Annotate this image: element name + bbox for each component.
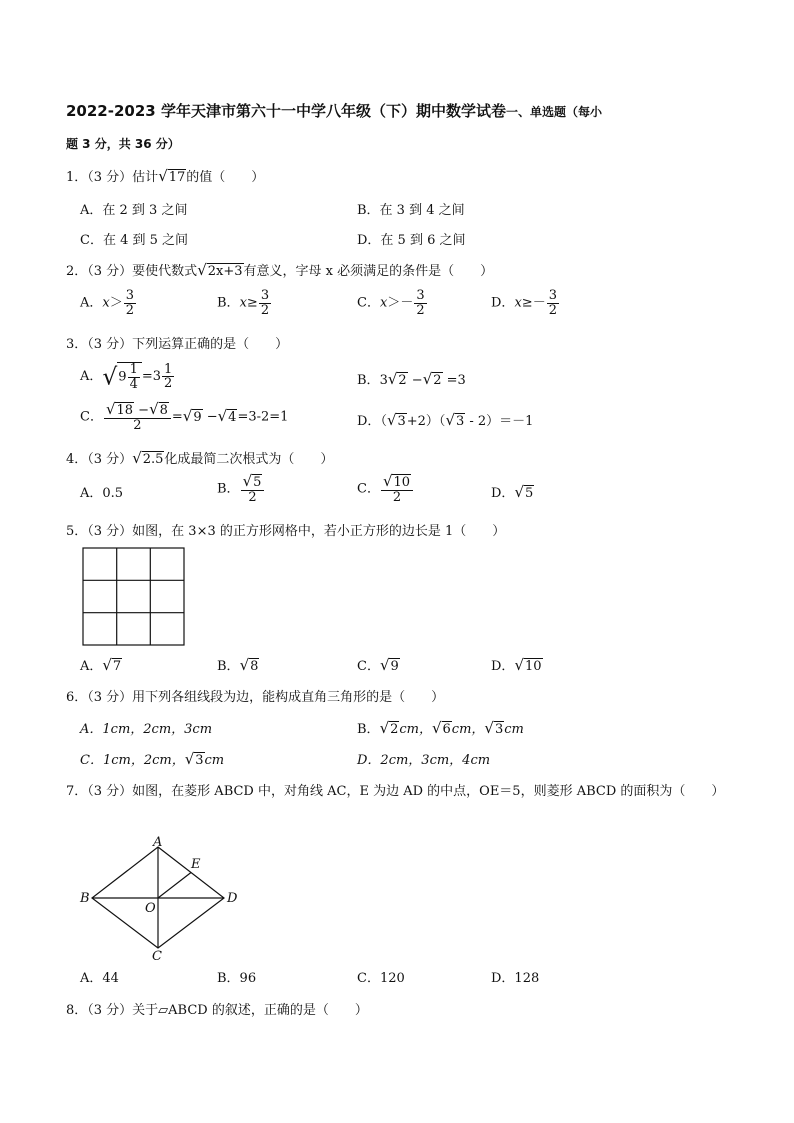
question-1-stem: 1．（3 分）估计√17的值（ ）	[66, 167, 265, 185]
question-4-option-a[interactable]: A．0.5	[80, 486, 124, 501]
grid-figure	[82, 547, 186, 647]
question-7-option-b[interactable]: B．96	[217, 971, 257, 986]
section-heading: 一、单选题（每小	[505, 105, 602, 119]
question-1-option-c[interactable]: C．在 4 到 5 之间	[80, 233, 189, 248]
question-5-option-d[interactable]: D．√10	[491, 656, 542, 674]
question-2-stem: 2．（3 分）要使代数式√2x+3有意义，字母 x 必须满足的条件是（ ）	[66, 261, 494, 279]
rhombus-figure	[78, 834, 243, 964]
question-6-option-b[interactable]: B．√2cm，√6cm，√3cm	[357, 719, 524, 737]
question-4-option-b[interactable]: B． $\frac{√5}{2}$	[217, 474, 265, 504]
question-3-option-a[interactable]: A．√9 $\frac{1}{4}$ =3 $\frac{1}{2}$	[80, 361, 173, 392]
section-heading-cont: 题 3 分，共 36 分）	[66, 137, 180, 151]
question-8-stem: 8．（3 分）关于▱ABCD 的叙述，正确的是（ ）	[66, 1003, 368, 1018]
question-2-option-b[interactable]: B．x≥ $\frac{3}{2}$	[217, 288, 270, 318]
question-6-stem: 6．（3 分）用下列各组线段为边，能构成直角三角形的是（ ）	[66, 690, 445, 705]
radical: √2x+3	[197, 261, 243, 279]
question-3-option-d[interactable]: D．（√3+2）（√3 - 2）＝－1	[357, 411, 534, 429]
vertex-b-label: B	[80, 891, 90, 906]
vertex-c-label: C	[152, 949, 162, 964]
question-4-option-c[interactable]: C． $\frac{√10}{2}$	[357, 474, 414, 504]
question-7-option-d[interactable]: D．128	[491, 971, 540, 986]
question-5-option-b[interactable]: B．√8	[217, 656, 259, 674]
question-4-option-d[interactable]: D．√5	[491, 483, 534, 501]
question-2-option-d[interactable]: D．x≥－ $\frac{3}{2}$	[491, 288, 557, 318]
question-3-option-c[interactable]: C． $\frac{√18 -√8}{2}$ =√9 −√4=3-2=1	[80, 400, 289, 433]
question-5-option-a[interactable]: A．√7	[80, 656, 122, 674]
question-7-stem: 7．（3 分）如图，在菱形 ABCD 中，对角线 AC，E 为边 AD 的中点，OE＝5，则菱形 ABCD 的面积为（ ）	[66, 784, 725, 799]
question-2-option-c[interactable]: C．x＞－ $\frac{3}{2}$	[357, 288, 425, 318]
question-4-stem: 4．（3 分）√2.5化成最简二次根式为（ ）	[66, 449, 334, 467]
question-5-stem: 5．（3 分）如图，在 3×3 的正方形网格中，若小正方形的边长是 1（ ）	[66, 524, 506, 539]
radical: √17	[158, 167, 186, 185]
question-3-option-b[interactable]: B．3√2 −√2 =3	[357, 370, 466, 388]
vertex-a-label: A	[153, 835, 163, 850]
question-1-option-a[interactable]: A．在 2 到 3 之间	[80, 203, 188, 218]
point-o-label: O	[145, 901, 156, 916]
question-7-option-a[interactable]: A．44	[80, 971, 119, 986]
question-2-option-a[interactable]: A．x＞ $\frac{3}{2}$	[80, 288, 135, 318]
question-7-option-c[interactable]: C．120	[357, 971, 405, 986]
question-6-option-d[interactable]: D．2cm，3cm，4cm	[357, 753, 491, 768]
point-e-label: E	[191, 857, 201, 872]
vertex-d-label: D	[227, 891, 238, 906]
question-5-option-c[interactable]: C．√9	[357, 656, 399, 674]
question-1-option-b[interactable]: B．在 3 到 4 之间	[357, 203, 465, 218]
exam-title: 2022-2023 学年天津市第六十一中学八年级（下）期中数学试卷	[66, 102, 506, 120]
question-6-option-a[interactable]: A．1cm，2cm，3cm	[80, 722, 213, 737]
question-1-option-d[interactable]: D．在 5 到 6 之间	[357, 233, 466, 248]
question-6-option-c[interactable]: C．1cm，2cm，√3cm	[80, 750, 225, 768]
question-3-stem: 3．（3 分）下列运算正确的是（ ）	[66, 337, 289, 352]
page-title	[66, 100, 602, 121]
